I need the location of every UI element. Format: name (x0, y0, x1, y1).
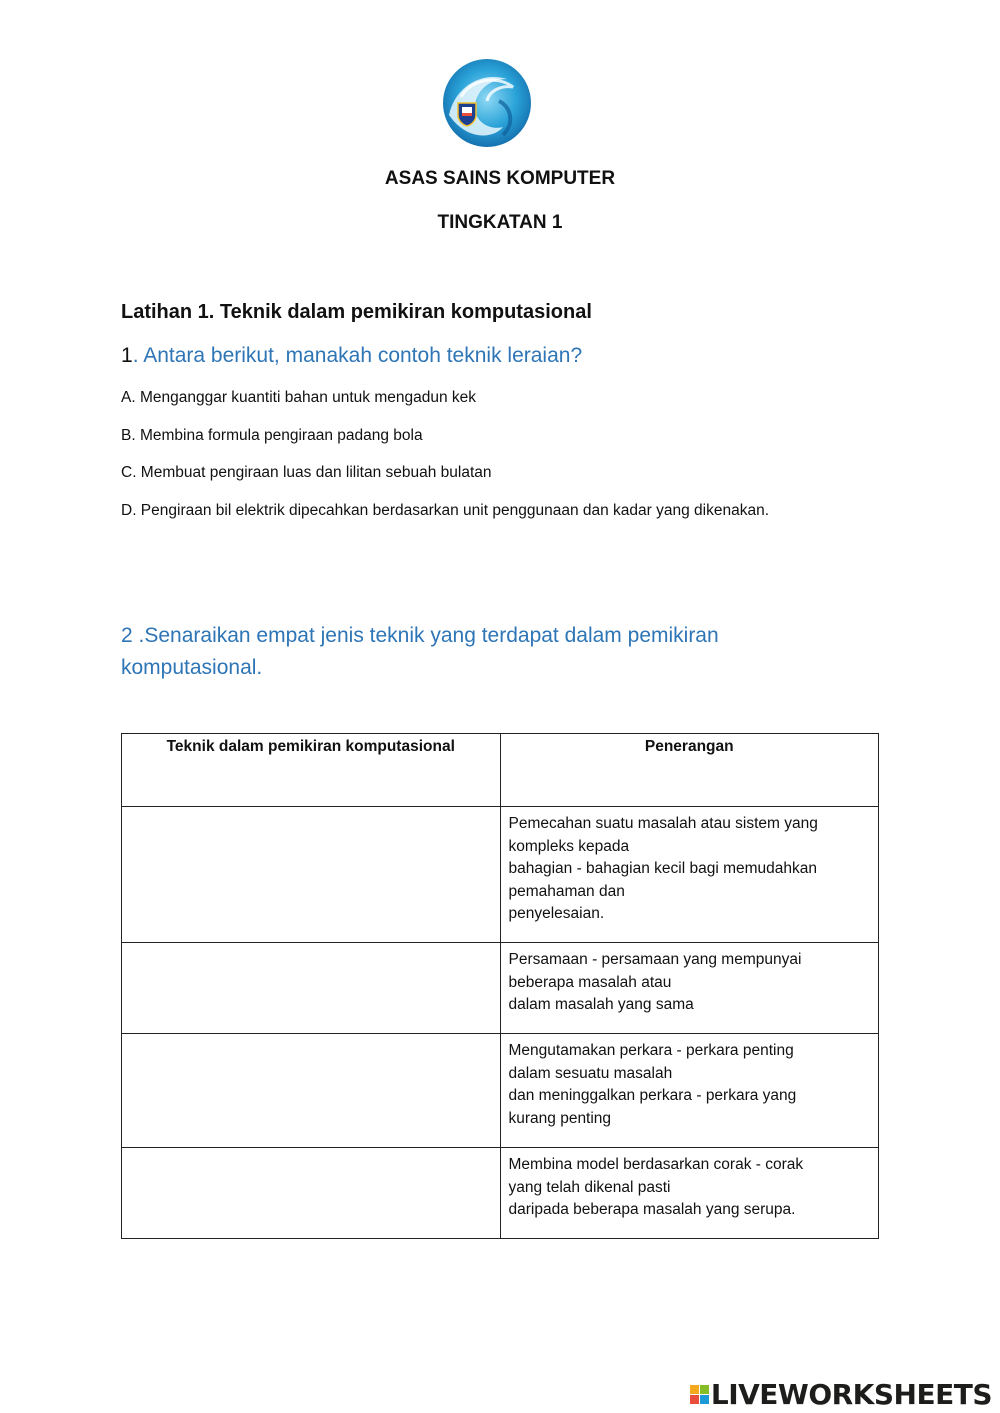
header-description: Penerangan (500, 734, 879, 807)
description-cell (500, 807, 879, 943)
header-technique: Teknik dalam pemikiran komputasional (122, 734, 501, 807)
table-row (122, 807, 879, 943)
subject-title: ASAS SAINS KOMPUTER (384, 168, 616, 189)
description-line: beberapa masalah atau (508, 973, 672, 991)
answer-input-2[interactable] (122, 943, 501, 1034)
question-1 (121, 344, 582, 368)
answer-input-3[interactable] (122, 1034, 501, 1148)
description-line: yang telah dikenal pasti (508, 1178, 671, 1196)
description-cell (500, 943, 879, 1034)
description-cell (500, 1034, 879, 1148)
table-row (122, 1034, 879, 1148)
answer-input-4[interactable] (122, 1148, 501, 1239)
option-a[interactable]: A. Menganggar kuantiti bahan untuk mengadun kek (121, 389, 477, 406)
description-line: Membina model berdasarkan corak - corak (508, 1156, 804, 1173)
description-line: kompleks kepada (508, 837, 630, 855)
liveworksheets-brand[interactable] (690, 1378, 992, 1411)
school-wave-emblem-icon (441, 57, 533, 149)
description-line: kurang penting (508, 1109, 612, 1127)
table-header-row (122, 734, 879, 807)
description-line: Persamaan - persamaan yang mempunyai (508, 951, 802, 968)
answer-input-1[interactable] (122, 807, 501, 943)
table-row (122, 1148, 879, 1239)
question-1-number: 1 (121, 344, 133, 367)
description-line: daripada beberapa masalah yang serupa. (508, 1201, 796, 1218)
technique-table (121, 733, 879, 1239)
description-line: dalam masalah yang sama (508, 996, 694, 1013)
description-line: dalam sesuatu masalah (508, 1064, 673, 1082)
description-line: bahagian - bahagian kecil bagi memudahkan (508, 860, 817, 877)
section-title: Latihan 1. Teknik dalam pemikiran komputasional (121, 301, 592, 323)
question-2: 2 .Senaraikan empat jenis teknik yang terdapat dalam pemikiran komputasional. (121, 624, 719, 679)
option-c[interactable]: C. Membuat pengiraan luas dan lilitan sebuah bulatan (121, 464, 492, 481)
brand-name: LIVEWORKSHEETS (710, 1378, 992, 1411)
description-line: Pemecahan suatu masalah atau sistem yang (508, 815, 818, 832)
description-cell (500, 1148, 879, 1239)
option-d[interactable]: D. Pengiraan bil elektrik dipecahkan berdasarkan unit penggunaan dan kadar yang dikenakan. (121, 502, 770, 519)
table-row (122, 943, 879, 1034)
option-b[interactable]: B. Membina formula pengiraan padang bola (121, 427, 423, 444)
level-title: TINGKATAN 1 (437, 212, 563, 233)
description-line: Mengutamakan perkara - perkara penting (508, 1042, 794, 1059)
description-line: dan meninggalkan perkara - perkara yang (508, 1087, 797, 1104)
liveworksheets-logo-icon (690, 1385, 709, 1404)
question-1-text: . Antara berikut, manakah contoh teknik leraian? (132, 344, 583, 367)
description-line: penyelesaian. (508, 905, 605, 922)
description-line: pemahaman dan (508, 882, 625, 900)
